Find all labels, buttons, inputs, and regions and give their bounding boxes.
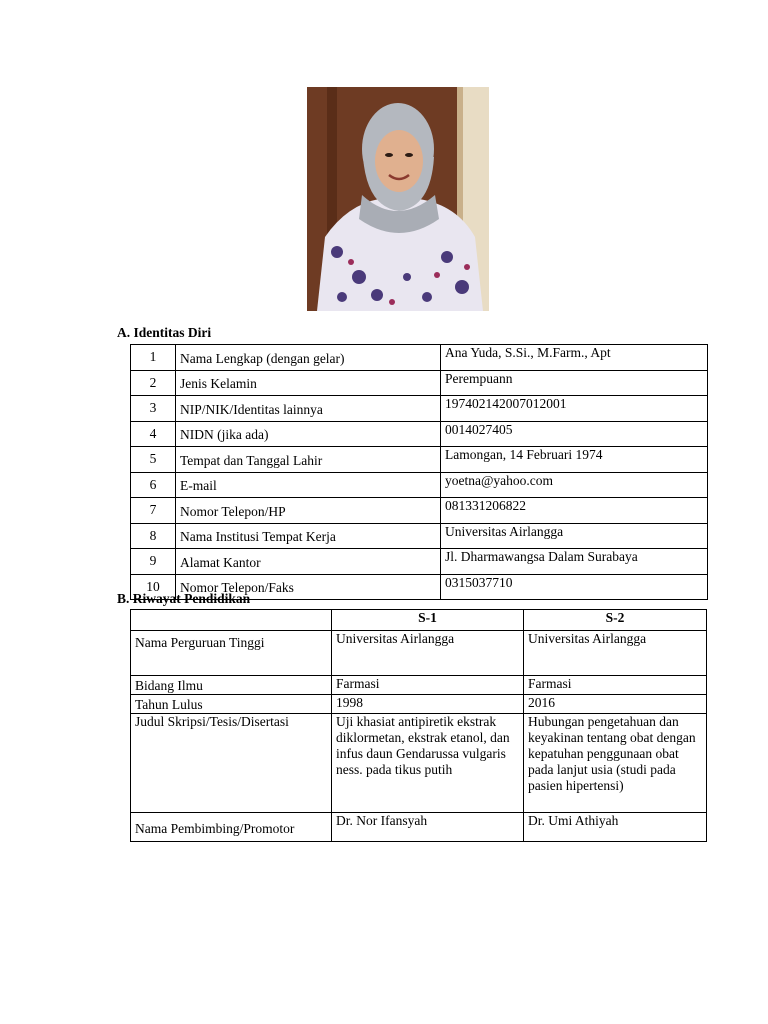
s2-value: 2016 — [524, 695, 707, 714]
profile-photo — [307, 87, 489, 311]
table-row — [131, 370, 708, 396]
header-s2: S-2 — [524, 610, 707, 631]
s2-value: Hubungan pengetahuan dan keyakinan tentang obat dengan kepatuhan penggunaan obat pada lanjut usia (studi pada pasien hipertensi) — [524, 714, 707, 813]
table-header-row — [131, 610, 707, 631]
row-value: 0014027405 — [441, 421, 708, 447]
row-label: Nama Perguruan Tinggi — [131, 631, 332, 676]
row-value: 081331206822 — [441, 498, 708, 524]
table-row — [131, 421, 708, 447]
row-number: 6 — [131, 472, 176, 498]
section-a-title: A. Identitas Diri — [117, 325, 212, 340]
table-row — [131, 549, 708, 575]
row-value: Perempuann — [441, 370, 708, 396]
row-value: 0315037710 — [441, 574, 708, 600]
table-row — [131, 498, 708, 524]
s2-value: Farmasi — [524, 676, 707, 695]
row-label: Nama Lengkap (dengan gelar) — [176, 345, 441, 371]
row-number: 9 — [131, 549, 176, 575]
row-number: 4 — [131, 421, 176, 447]
table-row — [131, 472, 708, 498]
row-label: Nama Pembimbing/Promotor — [131, 813, 332, 842]
table-row — [131, 447, 708, 473]
row-number: 5 — [131, 447, 176, 473]
row-number: 3 — [131, 396, 176, 422]
table-row — [131, 714, 707, 813]
row-value: Ana Yuda, S.Si., M.Farm., Apt — [441, 345, 708, 371]
header-empty — [131, 610, 332, 631]
row-label: Jenis Kelamin — [176, 370, 441, 396]
row-number: 10 — [131, 574, 176, 600]
s1-value: Dr. Nor Ifansyah — [332, 813, 524, 842]
row-label: Judul Skripsi/Tesis/Disertasi — [131, 714, 332, 813]
row-label: E-mail — [176, 472, 441, 498]
table-row — [131, 695, 707, 714]
s1-value: Uji khasiat antipiretik ekstrak diklormetan, ekstrak etanol, dan infus daun Gendarussa vulgaris ness. pada tikus putih — [332, 714, 524, 813]
email-value: yoetna@yahoo.com — [441, 472, 708, 498]
s1-value: Farmasi — [332, 676, 524, 695]
row-value: Universitas Airlangga — [441, 523, 708, 549]
row-label: Alamat Kantor — [176, 549, 441, 575]
s2-value: Universitas Airlangga — [524, 631, 707, 676]
row-number: 7 — [131, 498, 176, 524]
row-label: Nama Institusi Tempat Kerja — [176, 523, 441, 549]
table-row — [131, 813, 707, 842]
table-row — [131, 396, 708, 422]
header-s1: S-1 — [332, 610, 524, 631]
table-row — [131, 631, 707, 676]
education-table — [130, 609, 707, 842]
table-row — [131, 676, 707, 695]
row-label: NIDN (jika ada) — [176, 421, 441, 447]
row-label: Tempat dan Tanggal Lahir — [176, 447, 441, 473]
row-label: Bidang Ilmu — [131, 676, 332, 695]
identity-table — [130, 344, 708, 600]
row-number: 1 — [131, 345, 176, 371]
row-value: 197402142007012001 — [441, 396, 708, 422]
row-value: Lamongan, 14 Februari 1974 — [441, 447, 708, 473]
row-number: 8 — [131, 523, 176, 549]
s1-value: 1998 — [332, 695, 524, 714]
table-row — [131, 523, 708, 549]
row-label: Nomor Telepon/Faks — [176, 574, 441, 600]
row-label: Nomor Telepon/HP — [176, 498, 441, 524]
table-row — [131, 345, 708, 371]
row-value: Jl. Dharmawangsa Dalam Surabaya — [441, 549, 708, 575]
row-label: Tahun Lulus — [131, 695, 332, 714]
s1-value: Universitas Airlangga — [332, 631, 524, 676]
row-label: NIP/NIK/Identitas lainnya — [176, 396, 441, 422]
s2-value: Dr. Umi Athiyah — [524, 813, 707, 842]
section-b-title: B. Riwayat Pendidikan — [117, 591, 251, 606]
row-number: 2 — [131, 370, 176, 396]
